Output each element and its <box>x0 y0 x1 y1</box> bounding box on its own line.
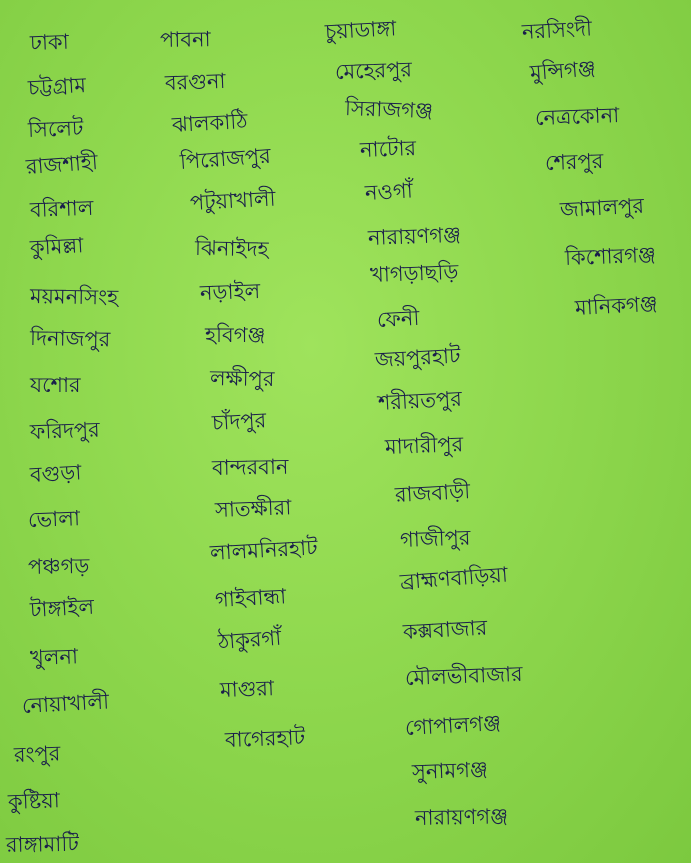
district-name: সাতক্ষীরা <box>214 495 292 522</box>
district-name: জামালপুর <box>559 193 645 222</box>
district-name: বগুড়া <box>29 460 82 487</box>
district-name: রাজশাহী <box>25 150 99 179</box>
district-name: নারায়ণগঞ্জ <box>367 222 462 250</box>
district-name: পঞ্চগড় <box>27 553 90 579</box>
district-name: গাজীপুর <box>399 525 471 552</box>
district-name: জয়পুরহাট <box>374 343 462 372</box>
district-name: কক্সবাজার <box>402 615 488 644</box>
district-name: ফেনী <box>376 305 420 332</box>
district-name: মানিকগঞ্জ <box>574 291 659 320</box>
district-name: রাজবাড়ী <box>394 479 471 507</box>
district-name: ঝালকাঠি <box>171 109 249 137</box>
district-name: নরসিংদী <box>521 16 593 44</box>
district-name: খাগড়াছড়ি <box>369 259 459 287</box>
district-name: চাঁদপুর <box>211 408 267 435</box>
district-name: কুমিল্লা <box>29 233 84 260</box>
district-name: বরগুনা <box>164 68 226 95</box>
district-name: শেরপুর <box>544 148 604 175</box>
district-name: রাঙ্গামাটি <box>5 831 80 857</box>
district-name: ফরিদপুর <box>29 417 101 444</box>
district-name: ব্রাহ্মণবাড়িয়া <box>399 562 509 594</box>
district-name: সুনামগঞ্জ <box>411 757 489 784</box>
district-name: লালমনিরহাট <box>209 535 319 565</box>
district-name: ঢাকা <box>29 29 70 55</box>
district-name: মৌলভীবাজার <box>404 661 524 690</box>
district-name: গাইবান্ধা <box>214 584 287 612</box>
district-name: পটুয়াখালী <box>189 186 277 215</box>
district-name: শরীয়তপুর <box>377 386 463 415</box>
district-name: গোপালগঞ্জ <box>404 710 502 740</box>
district-name: টাঙ্গাইল <box>29 594 95 622</box>
district-name: বাগেরহাট <box>224 725 306 752</box>
district-name: সিরাজগঞ্জ <box>344 96 434 124</box>
district-name: কিশোরগঞ্জ <box>564 242 657 270</box>
district-name: মুন্সিগঞ্জ <box>529 56 597 85</box>
district-name: বরিশাল <box>29 195 94 222</box>
district-name: কুষ্টিয়া <box>7 788 61 814</box>
district-name: চট্টগ্রাম <box>27 72 87 100</box>
district-name: যশোর <box>30 373 81 397</box>
district-name: নাটোর <box>359 136 417 162</box>
district-name: নেত্রকোনা <box>534 103 620 130</box>
district-name: ঝিনাইদহ <box>194 236 269 262</box>
district-name: মাগুরা <box>219 676 275 702</box>
district-name: হবিগঞ্জ <box>205 323 266 347</box>
district-name: সিলেট <box>27 116 84 142</box>
district-name: ময়মনসিংহ <box>29 284 119 310</box>
district-name: নোয়াখালী <box>21 689 110 718</box>
district-name: চুয়াডাঙ্গা <box>324 16 397 44</box>
district-name: বান্দরবান <box>211 454 289 480</box>
district-name: নওগাঁ <box>364 178 414 205</box>
district-name: ভোলা <box>27 506 81 532</box>
district-name: নারায়ণগঞ্জ <box>414 804 509 830</box>
district-name: ঠাকুরগাঁ <box>217 625 283 654</box>
district-name: দিনাজপুর <box>29 326 111 352</box>
district-name: পাবনা <box>159 27 211 52</box>
district-name: লক্ষীপুর <box>209 366 275 392</box>
district-name: রংপুর <box>13 741 61 767</box>
district-name: মেহেরপুর <box>334 57 413 84</box>
district-name: নড়াইল <box>199 278 261 305</box>
district-name: মাদারীপুর <box>384 432 464 459</box>
district-name: পিরোজপুর <box>179 143 272 174</box>
district-name: খুলনা <box>29 644 79 670</box>
